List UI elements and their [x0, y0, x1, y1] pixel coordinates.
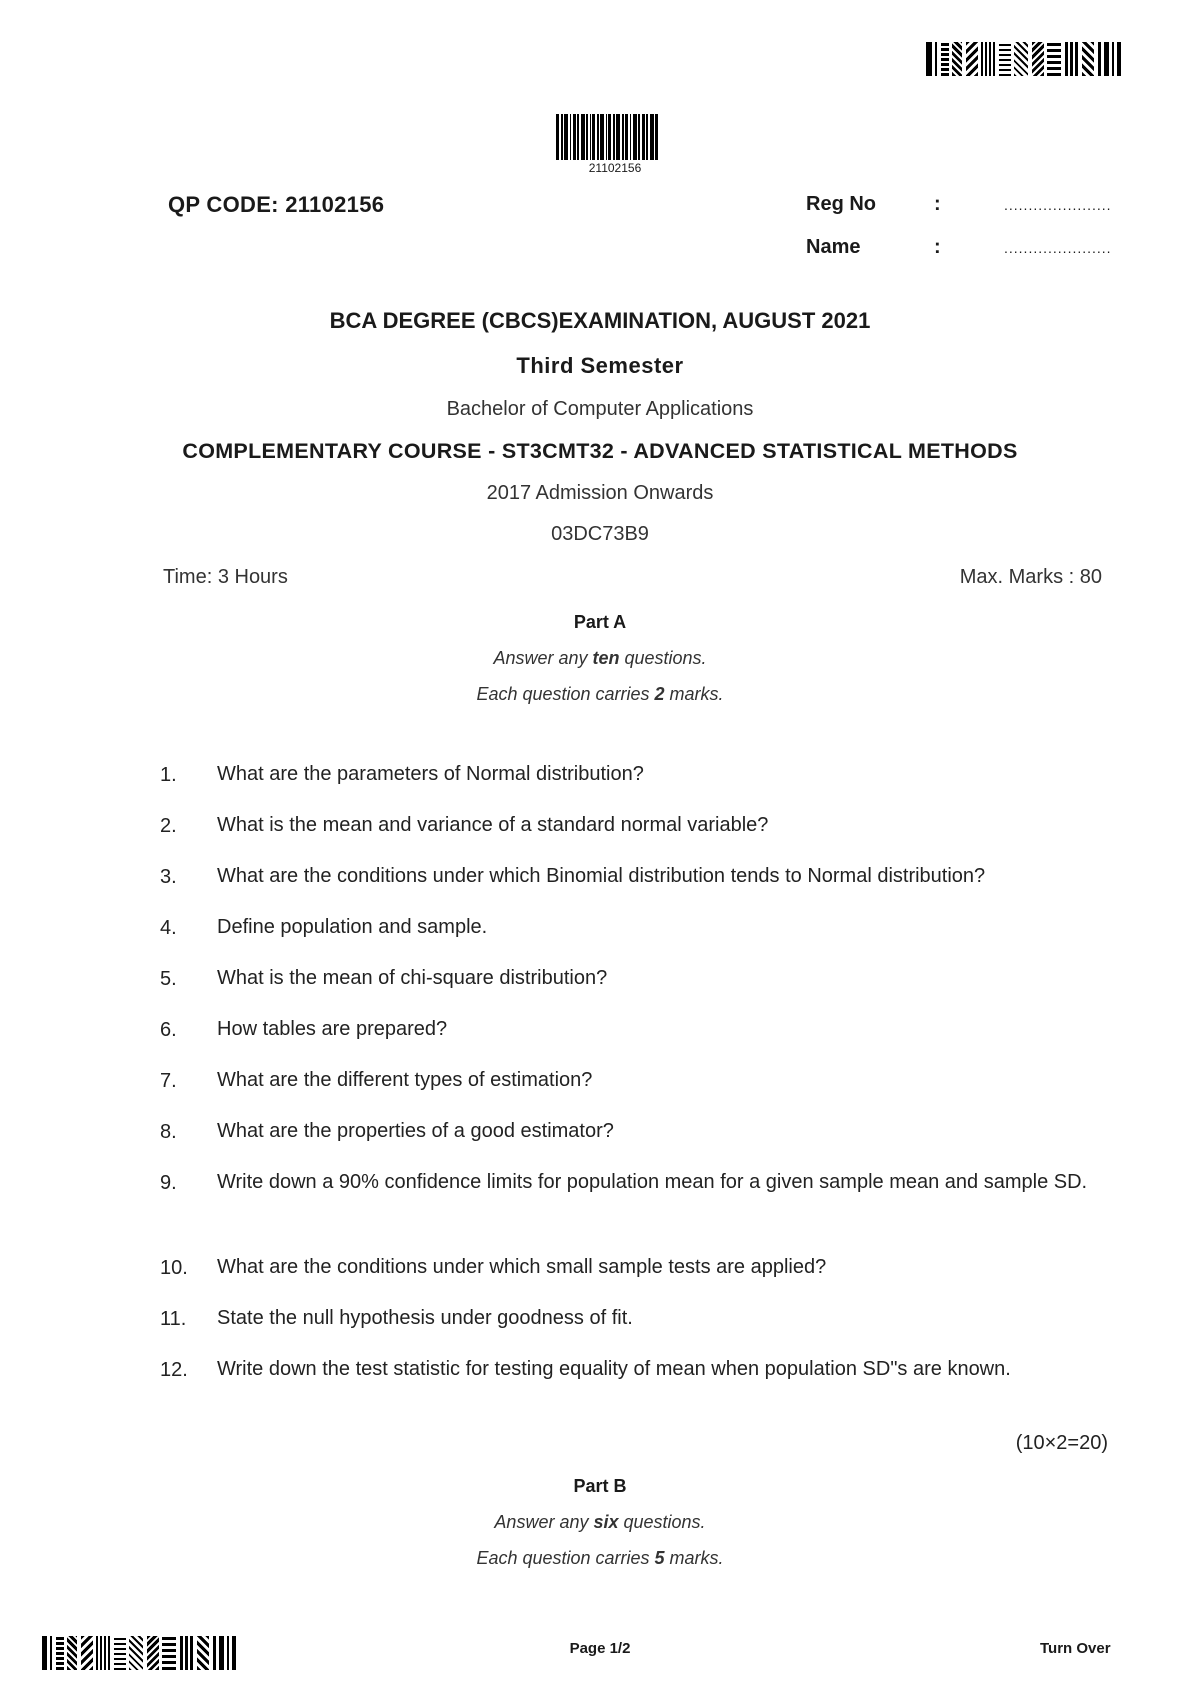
question-number: 2. — [160, 815, 177, 837]
max-marks: Max. Marks : 80 — [959, 566, 1102, 588]
question-text: What are the conditions under which Binomial distribution tends to Normal distribution? — [217, 865, 986, 887]
question-number: 10. — [160, 1257, 188, 1279]
paper-code: 03DC73B9 — [551, 523, 649, 545]
part-a-instruction-1: Answer any ten questions. — [493, 648, 707, 668]
semester: Third Semester — [516, 353, 684, 378]
question-text: What are the different types of estimation? — [217, 1069, 593, 1091]
qp-barcode — [556, 114, 674, 160]
question-number: 3. — [160, 866, 177, 888]
name-label: Name — [806, 236, 861, 258]
question-number: 11. — [160, 1308, 187, 1330]
question-text: Write down the test statistic for testing equality of mean when population SD"s are known. — [217, 1358, 1011, 1380]
reg-no-colon: : — [934, 193, 941, 215]
question-number: 8. — [160, 1121, 177, 1143]
question-number: 9. — [160, 1172, 177, 1194]
part-b-instruction-2: Each question carries 5 marks. — [476, 1548, 724, 1568]
admission: 2017 Admission Onwards — [486, 482, 714, 504]
name-blank: ...................... — [1004, 240, 1112, 256]
course-title: COMPLEMENTARY COURSE - ST3CMT32 - ADVANCED STATISTICAL METHODS — [182, 439, 1018, 463]
reg-no-blank: ...................... — [1004, 197, 1112, 213]
top-right-barcode — [926, 42, 1130, 76]
turn-over: Turn Over — [1040, 1640, 1111, 1657]
question-number: 4. — [160, 917, 177, 939]
part-b-title: Part B — [573, 1476, 627, 1496]
programme: Bachelor of Computer Applications — [446, 398, 754, 420]
question-number: 5. — [160, 968, 177, 990]
question-text: What are the parameters of Normal distribution? — [217, 763, 644, 785]
part-a-instruction-2: Each question carries 2 marks. — [476, 684, 724, 704]
question-text: State the null hypothesis under goodness of fit. — [217, 1307, 633, 1329]
question-text: What are the properties of a good estimator? — [217, 1120, 614, 1142]
question-text: What is the mean and variance of a standard normal variable? — [217, 814, 769, 836]
question-text: Define population and sample. — [217, 916, 488, 938]
question-text: How tables are prepared? — [217, 1018, 448, 1040]
part-b-instruction-1: Answer any six questions. — [494, 1512, 706, 1532]
barcode-number: 21102156 — [588, 161, 642, 175]
question-number: 1. — [160, 764, 177, 786]
page-number: Page 1/2 — [569, 1640, 631, 1657]
question-text: Write down a 90% confidence limits for population mean for a given sample mean and sample SD. — [217, 1171, 1088, 1193]
name-colon: : — [934, 236, 941, 258]
question-number: 7. — [160, 1070, 177, 1092]
part-a-title: Part A — [573, 612, 627, 632]
part-a-total: (10×2=20) — [1015, 1432, 1108, 1454]
qp-code: QP CODE: 21102156 — [168, 192, 385, 217]
question-number: 6. — [160, 1019, 177, 1041]
time-allowed: Time: 3 Hours — [163, 566, 288, 588]
question-text: What are the conditions under which small sample tests are applied? — [217, 1256, 827, 1278]
question-text: What is the mean of chi-square distribution? — [217, 967, 608, 989]
reg-no-label: Reg No — [806, 193, 876, 215]
question-number: 12. — [160, 1359, 188, 1381]
exam-title: BCA DEGREE (CBCS)EXAMINATION, AUGUST 2021 — [329, 308, 871, 333]
